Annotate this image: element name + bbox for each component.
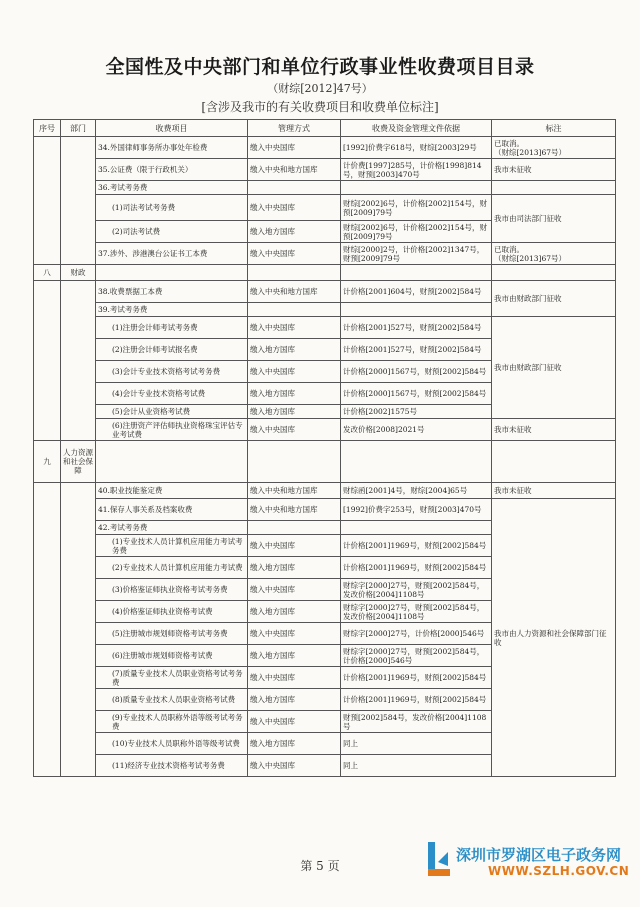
cell-mark (492, 265, 616, 281)
cell-item: 35.公证费（限于行政机关） (96, 159, 248, 181)
cell-item: (8)质量专业技术人员职业资格考试费 (96, 689, 248, 711)
cell-mgmt: 缴入地方国库 (248, 383, 341, 405)
cell-mgmt: 缴入中央国库 (248, 579, 341, 601)
logo-mark-icon (426, 840, 452, 878)
table-row (34, 419, 616, 441)
cell-basis: 财综[2000]2号，计价格[2002]1347号，财预[2009]79号 (341, 243, 492, 265)
cell-basis: 计价格[2001]527号，财预[2002]584号 (341, 339, 492, 361)
table-header-row (34, 120, 616, 137)
cell-dept: 人力资源和社会保障 (61, 441, 96, 483)
table-row (34, 483, 616, 499)
cell-dept: 财政 (61, 265, 96, 281)
cell-dept (61, 137, 96, 265)
cell-mark (492, 441, 616, 483)
cell-basis: [1992]价费字253号，财预[2003]470号 (341, 499, 492, 521)
cell-no (34, 137, 61, 265)
cell-mgmt: 缴入地方国库 (248, 221, 341, 243)
cell-basis: 计价格[2001]527号，财预[2002]584号 (341, 317, 492, 339)
cell-basis: 计价格[2001]1969号，财预[2002]584号 (341, 535, 492, 557)
cell-item: (1)专业技术人员计算机应用能力考试考务费 (96, 535, 248, 557)
cell-basis (341, 303, 492, 317)
cell-basis: 同上 (341, 755, 492, 777)
fee-table (33, 119, 616, 777)
cell-basis: 财综字[2000]27号，财预[2002]584号，发改价格[2004]1108号 (341, 579, 492, 601)
page-number: 第 5 页 (300, 859, 340, 873)
cell-item: (9)专业技术人员职称外语等级考试考务费 (96, 711, 248, 733)
cell-basis: 计价格[2000]1567号，财预[2002]584号 (341, 383, 492, 405)
cell-mark: 已取消。 （财综[2013]67号） (492, 243, 616, 265)
cell-mgmt: 缴入中央国库 (248, 711, 341, 733)
site-logo (426, 838, 630, 888)
table-row (34, 317, 616, 339)
cell-mgmt (248, 521, 341, 535)
cell-item: (7)质量专业技术人员职业资格考试考务费 (96, 667, 248, 689)
cell-item: (4)价格鉴证师执业资格考试费 (96, 601, 248, 623)
cell-mgmt: 缴入中央和地方国库 (248, 159, 341, 181)
cell-mgmt (248, 181, 341, 195)
cell-mgmt (248, 441, 341, 483)
cell-item: (2)注册会计师考试报名费 (96, 339, 248, 361)
cell-item: (11)经济专业技术资格考试考务费 (96, 755, 248, 777)
cell-item: (5)注册城市规划师资格考试考务费 (96, 623, 248, 645)
cell-mark (492, 181, 616, 195)
table-row (34, 499, 616, 521)
cell-basis: 财综字[2000]27号，财预[2002]584号，发改价格[2004]1108号 (341, 601, 492, 623)
cell-item: 42.考试考务费 (96, 521, 248, 535)
cell-item: (6)注册资产评估师执业资格珠宝评估专业考试费 (96, 419, 248, 441)
cell-item: (1)注册会计师考试考务费 (96, 317, 248, 339)
cell-basis (341, 181, 492, 195)
table-row (34, 281, 616, 303)
cell-mark: 我市由人力资源和社会保障部门征收 (492, 499, 616, 777)
cell-mgmt: 缴入地方国库 (248, 645, 341, 667)
cell-basis: 计价格[2000]1567号，财预[2002]584号 (341, 361, 492, 383)
cell-mgmt: 缴入地方国库 (248, 689, 341, 711)
cell-no (34, 483, 61, 777)
cell-mgmt: 缴入中央国库 (248, 195, 341, 221)
cell-item: 38.收费票据工本费 (96, 281, 248, 303)
cell-basis: 计价费[1997]285号，计价格[1998]814号，财预[2003]470号 (341, 159, 492, 181)
cell-item: (4)会计专业技术资格考试费 (96, 383, 248, 405)
cell-basis: 计价格[2002]1575号 (341, 405, 492, 419)
cell-item: 37.涉外、涉港澳台公证书工本费 (96, 243, 248, 265)
logo-site-name: 深圳市罗湖区电子政务网 (456, 846, 622, 864)
cell-mark: 我市由司法部门征收 (492, 195, 616, 243)
document-subtitle: （财综[2012]47号） (267, 82, 373, 95)
logo-url[interactable]: WWW.SZLH.GOV.CN (488, 864, 630, 878)
cell-mark: 我市由财政部门征收 (492, 317, 616, 419)
cell-item (96, 441, 248, 483)
cell-basis: 同上 (341, 733, 492, 755)
header-dept: 部门 (61, 120, 96, 137)
cell-mgmt: 缴入中央和地方国库 (248, 483, 341, 499)
cell-mgmt (248, 303, 341, 317)
cell-mgmt: 缴入中央国库 (248, 317, 341, 339)
table-row (34, 159, 616, 181)
cell-basis: 计价格[2001]1969号，财预[2002]584号 (341, 689, 492, 711)
cell-basis: 财综[2002]6号，计价格[2002]154号，财预[2009]79号 (341, 221, 492, 243)
table-row (34, 137, 616, 159)
cell-no: 八 (34, 265, 61, 281)
cell-item: 40.职业技能鉴定费 (96, 483, 248, 499)
cell-mgmt: 缴入中央国库 (248, 623, 341, 645)
cell-mark: 我市由财政部门征收 (492, 281, 616, 317)
cell-mark: 我市未征收 (492, 419, 616, 441)
cell-basis: 财综字[2000]27号，计价格[2000]546号 (341, 623, 492, 645)
document-title: 全国性及中央部门和单位行政事业性收费项目目录 (105, 56, 535, 78)
cell-mgmt: 缴入中央国库 (248, 243, 341, 265)
cell-basis (341, 441, 492, 483)
cell-mgmt: 缴入中央国库 (248, 667, 341, 689)
cell-basis: 财预[2002]584号，发改价格[2004]1108号 (341, 711, 492, 733)
cell-basis: 财综函[2001]4号，财综[2004]65号 (341, 483, 492, 499)
cell-mgmt: 缴入中央国库 (248, 535, 341, 557)
cell-item: (3)会计专业技术资格考试考务费 (96, 361, 248, 383)
cell-basis: 发改价格[2008]2021号 (341, 419, 492, 441)
cell-mgmt: 缴入中央国库 (248, 755, 341, 777)
header-basis: 收费及资金管理文件依据 (341, 120, 492, 137)
cell-basis: [1992]价费字618号，财综[2003]29号 (341, 137, 492, 159)
cell-mgmt: 缴入地方国库 (248, 557, 341, 579)
table-row (34, 181, 616, 195)
cell-item (96, 265, 248, 281)
cell-basis: 计价格[2001]1969号，财预[2002]584号 (341, 557, 492, 579)
table-row (34, 195, 616, 221)
cell-basis: 计价格[2001]1969号，财预[2002]584号 (341, 667, 492, 689)
cell-item: (10)专业技术人员职称外语等级考试费 (96, 733, 248, 755)
document-note: [含涉及我市的有关收费项目和收费单位标注] (201, 100, 439, 114)
cell-mgmt: 缴入地方国库 (248, 733, 341, 755)
cell-mark: 已取消。 （财综[2013]67号） (492, 137, 616, 159)
cell-item: 34.外国律师事务所办事处年检费 (96, 137, 248, 159)
cell-basis (341, 265, 492, 281)
cell-dept (61, 483, 96, 777)
header-item: 收费项目 (96, 120, 248, 137)
cell-mark: 我市未征收 (492, 159, 616, 181)
cell-mgmt: 缴入中央国库 (248, 419, 341, 441)
cell-no (34, 281, 61, 441)
cell-dept (61, 281, 96, 441)
cell-no: 九 (34, 441, 61, 483)
header-no: 序号 (34, 120, 61, 137)
cell-basis: 计价格[2001]604号，财预[2002]584号 (341, 281, 492, 303)
header-mark: 标注 (492, 120, 616, 137)
cell-item: 39.考试考务费 (96, 303, 248, 317)
cell-mgmt: 缴入地方国库 (248, 601, 341, 623)
table-row (34, 243, 616, 265)
cell-basis (341, 521, 492, 535)
cell-mgmt: 缴入中央和地方国库 (248, 499, 341, 521)
header-mgmt: 管理方式 (248, 120, 341, 137)
cell-mgmt: 缴入中央国库 (248, 361, 341, 383)
cell-item: 36.考试考务费 (96, 181, 248, 195)
cell-mgmt: 缴入地方国库 (248, 339, 341, 361)
cell-item: 41.保存人事关系及档案收费 (96, 499, 248, 521)
cell-mgmt: 缴入地方国库 (248, 405, 341, 419)
cell-basis: 财综字[2000]27号，财预[2002]584号，计价格[2000]546号 (341, 645, 492, 667)
cell-item: (5)会计从业资格考试费 (96, 405, 248, 419)
table-row (34, 441, 616, 483)
cell-item: (2)司法考试费 (96, 221, 248, 243)
cell-basis: 财综[2002]6号，计价格[2002]154号，财预[2009]79号 (341, 195, 492, 221)
cell-item: (1)司法考试考务费 (96, 195, 248, 221)
cell-mark: 我市未征收 (492, 483, 616, 499)
cell-mgmt (248, 265, 341, 281)
cell-item: (2)专业技术人员计算机应用能力考试费 (96, 557, 248, 579)
cell-mgmt: 缴入中央国库 (248, 137, 341, 159)
cell-item: (6)注册城市规划师资格考试费 (96, 645, 248, 667)
cell-mgmt: 缴入中央和地方国库 (248, 281, 341, 303)
cell-item: (3)价格鉴证师执业资格考试考务费 (96, 579, 248, 601)
table-row (34, 265, 616, 281)
